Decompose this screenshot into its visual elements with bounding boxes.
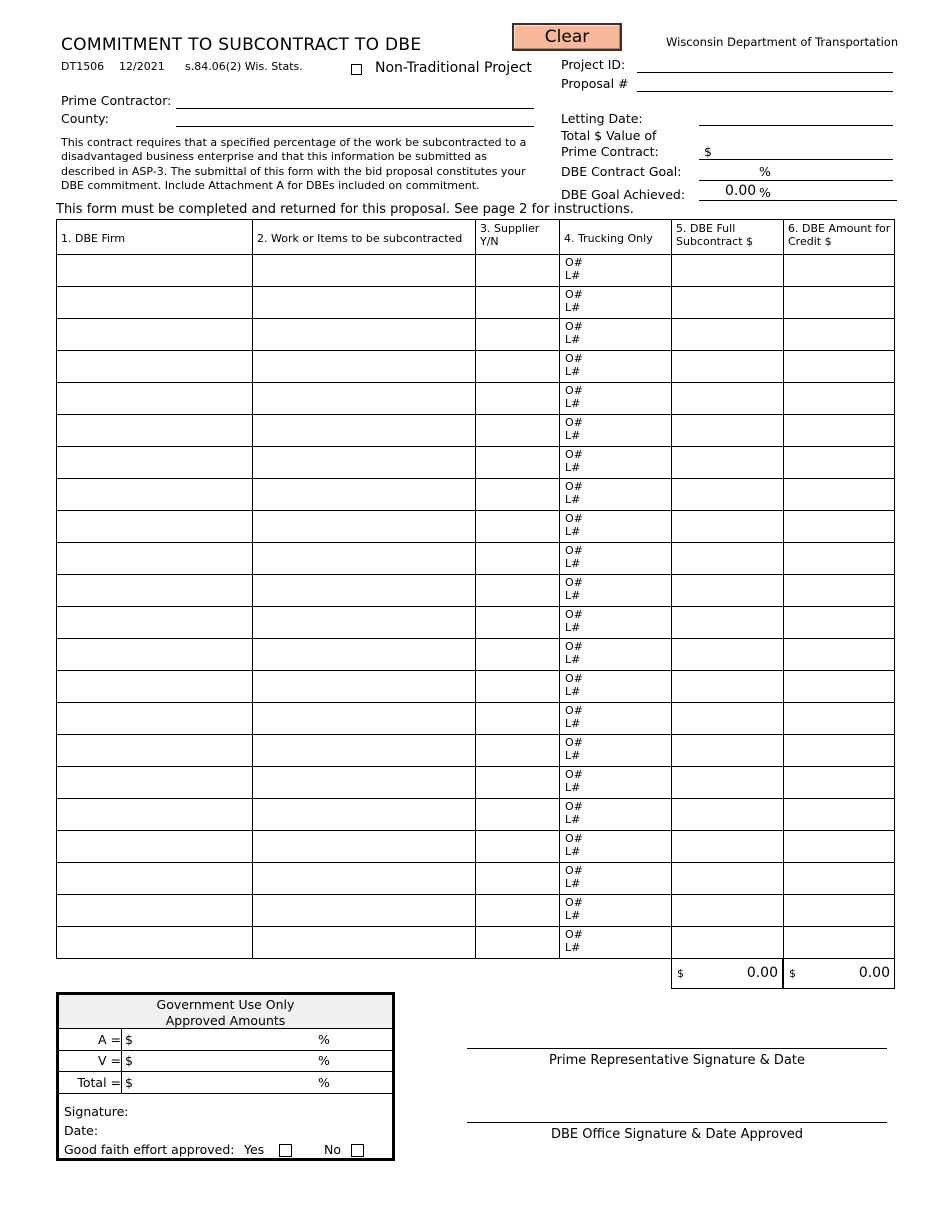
- cell-work-items[interactable]: [253, 671, 476, 703]
- prime-contractor-field[interactable]: [176, 108, 534, 109]
- total-value-currency: $: [704, 144, 712, 159]
- table-row: [57, 351, 895, 383]
- cell-supplier[interactable]: [476, 319, 560, 351]
- approved-amounts-title: Approved Amounts: [165, 1013, 286, 1028]
- table-row: [57, 639, 895, 671]
- cell-supplier[interactable]: [476, 767, 560, 799]
- cell-supplier[interactable]: [476, 447, 560, 479]
- county-field[interactable]: [176, 126, 534, 127]
- trucking-leased-label: L#: [565, 589, 581, 602]
- non-traditional-label: Non-Traditional Project: [375, 60, 532, 76]
- cell-supplier[interactable]: [476, 799, 560, 831]
- cell-dbe-firm[interactable]: [57, 767, 253, 799]
- table-row: [57, 543, 895, 575]
- trucking-owned-label: O#: [565, 768, 583, 781]
- gov-row-unit: %: [318, 1032, 330, 1047]
- trucking-leased-label: L#: [565, 493, 581, 506]
- proposal-label: Proposal #: [561, 76, 629, 91]
- gov-row-label: A =: [98, 1032, 121, 1047]
- cell-full-subcontract[interactable]: [672, 767, 784, 799]
- good-faith-no-label: No: [324, 1142, 341, 1157]
- cell-work-items[interactable]: [253, 447, 476, 479]
- total-full-subcontract: [671, 958, 783, 989]
- cell-trucking[interactable]: [560, 767, 672, 799]
- form-date: 12/2021: [119, 60, 165, 73]
- trucking-leased-label: L#: [565, 717, 581, 730]
- total-value-field[interactable]: [699, 159, 893, 160]
- cell-full-subcontract[interactable]: [672, 383, 784, 415]
- good-faith-yes-checkbox[interactable]: [279, 1144, 292, 1157]
- trucking-owned-label: O#: [565, 672, 583, 685]
- cell-amount-credit[interactable]: [784, 255, 895, 287]
- cell-dbe-firm[interactable]: [57, 287, 253, 319]
- cell-trucking[interactable]: [560, 895, 672, 927]
- cell-full-subcontract[interactable]: [672, 863, 784, 895]
- cell-amount-credit[interactable]: [784, 319, 895, 351]
- header-trucking: 4. Trucking Only: [560, 220, 672, 255]
- trucking-leased-label: L#: [565, 461, 581, 474]
- cell-supplier[interactable]: [476, 415, 560, 447]
- cell-amount-credit[interactable]: [784, 607, 895, 639]
- cell-dbe-firm[interactable]: [57, 639, 253, 671]
- table-header-row: [57, 220, 895, 255]
- cell-full-subcontract[interactable]: [672, 351, 784, 383]
- trucking-owned-label: O#: [565, 288, 583, 301]
- dbe-commitment-table: [56, 219, 895, 959]
- gov-row-currency: $: [125, 1075, 133, 1090]
- table-row: [57, 831, 895, 863]
- trucking-leased-label: L#: [565, 685, 581, 698]
- cell-full-subcontract[interactable]: [672, 735, 784, 767]
- cell-work-items[interactable]: [253, 415, 476, 447]
- trucking-owned-label: O#: [565, 704, 583, 717]
- proposal-field[interactable]: [637, 91, 893, 92]
- cell-work-items[interactable]: [253, 607, 476, 639]
- dbe-contract-goal-unit: %: [759, 164, 771, 179]
- cell-amount-credit[interactable]: [784, 351, 895, 383]
- form-title: COMMITMENT TO SUBCONTRACT TO DBE: [61, 35, 422, 55]
- cell-trucking[interactable]: [560, 351, 672, 383]
- trucking-owned-label: O#: [565, 864, 583, 877]
- total-amount-credit: [783, 958, 895, 989]
- cell-full-subcontract[interactable]: [672, 255, 784, 287]
- cell-amount-credit[interactable]: [784, 447, 895, 479]
- cell-dbe-firm[interactable]: [57, 863, 253, 895]
- cell-trucking[interactable]: [560, 831, 672, 863]
- cell-full-subcontract[interactable]: [672, 575, 784, 607]
- cell-work-items[interactable]: [253, 383, 476, 415]
- cell-trucking[interactable]: [560, 927, 672, 959]
- trucking-owned-label: O#: [565, 256, 583, 269]
- gov-row-v: [59, 1050, 392, 1072]
- trucking-leased-label: L#: [565, 557, 581, 570]
- gov-signature-label: Signature:: [64, 1104, 129, 1119]
- cell-amount-credit[interactable]: [784, 511, 895, 543]
- cell-amount-credit[interactable]: [784, 575, 895, 607]
- header-full-subcontract: 5. DBE Full Subcontract $: [672, 220, 784, 255]
- cell-supplier[interactable]: [476, 543, 560, 575]
- cell-work-items[interactable]: [253, 735, 476, 767]
- table-body: [57, 255, 895, 959]
- total-value-label-2: Prime Contract:: [561, 144, 659, 159]
- trucking-leased-label: L#: [565, 941, 581, 954]
- project-id-label: Project ID:: [561, 57, 626, 72]
- trucking-owned-label: O#: [565, 928, 583, 941]
- trucking-leased-label: L#: [565, 365, 581, 378]
- trucking-owned-label: O#: [565, 352, 583, 365]
- table-row: [57, 927, 895, 959]
- cell-amount-credit[interactable]: [784, 639, 895, 671]
- cell-amount-credit[interactable]: [784, 799, 895, 831]
- table-row: [57, 799, 895, 831]
- trucking-owned-label: O#: [565, 640, 583, 653]
- cell-dbe-firm[interactable]: [57, 927, 253, 959]
- cell-trucking[interactable]: [560, 543, 672, 575]
- cell-work-items[interactable]: [253, 575, 476, 607]
- table-row: [57, 415, 895, 447]
- cell-amount-credit[interactable]: [784, 287, 895, 319]
- gov-row-a: [59, 1029, 392, 1051]
- trucking-owned-label: O#: [565, 832, 583, 845]
- cell-full-subcontract[interactable]: [672, 703, 784, 735]
- header-supplier: 3. Supplier Y/N: [476, 220, 560, 255]
- trucking-owned-label: O#: [565, 384, 583, 397]
- trucking-leased-label: L#: [565, 781, 581, 794]
- cell-supplier[interactable]: [476, 703, 560, 735]
- cell-dbe-firm[interactable]: [57, 799, 253, 831]
- table-row: [57, 287, 895, 319]
- gov-row-unit: %: [318, 1053, 330, 1068]
- cell-trucking[interactable]: [560, 639, 672, 671]
- table-row: [57, 511, 895, 543]
- cell-dbe-firm[interactable]: [57, 415, 253, 447]
- good-faith-no-checkbox[interactable]: [351, 1144, 364, 1157]
- cell-supplier[interactable]: [476, 735, 560, 767]
- trucking-owned-label: O#: [565, 448, 583, 461]
- cell-amount-credit[interactable]: [784, 767, 895, 799]
- cell-amount-credit[interactable]: [784, 863, 895, 895]
- cell-trucking[interactable]: [560, 575, 672, 607]
- prime-signature-caption: Prime Representative Signature & Date: [549, 1053, 805, 1068]
- instructions-text: This form must be completed and returned for this proposal. See page 2 for instructions.: [56, 202, 634, 217]
- prime-contractor-label: Prime Contractor:: [61, 93, 172, 108]
- table-row: [57, 895, 895, 927]
- trucking-leased-label: L#: [565, 621, 581, 634]
- cell-full-subcontract[interactable]: [672, 639, 784, 671]
- cell-dbe-firm[interactable]: [57, 479, 253, 511]
- table-row: [57, 479, 895, 511]
- trucking-leased-label: L#: [565, 429, 581, 442]
- cell-full-subcontract[interactable]: [672, 607, 784, 639]
- cell-trucking[interactable]: [560, 863, 672, 895]
- cell-work-items[interactable]: [253, 799, 476, 831]
- cell-full-subcontract[interactable]: [672, 511, 784, 543]
- cell-trucking[interactable]: [560, 703, 672, 735]
- gov-row-unit: %: [318, 1075, 330, 1090]
- cell-supplier[interactable]: [476, 639, 560, 671]
- government-use-title: Government Use Only: [156, 997, 295, 1012]
- clear-button[interactable]: Clear: [512, 23, 622, 51]
- trucking-owned-label: O#: [565, 800, 583, 813]
- cell-amount-credit[interactable]: [784, 479, 895, 511]
- cell-work-items[interactable]: [253, 863, 476, 895]
- trucking-owned-label: O#: [565, 416, 583, 429]
- cell-full-subcontract[interactable]: [672, 543, 784, 575]
- header-work-items: 2. Work or Items to be subcontracted: [253, 220, 476, 255]
- cell-supplier[interactable]: [476, 575, 560, 607]
- cell-full-subcontract[interactable]: [672, 479, 784, 511]
- letting-date-field[interactable]: [699, 125, 893, 126]
- trucking-owned-label: O#: [565, 480, 583, 493]
- cell-trucking[interactable]: [560, 415, 672, 447]
- cell-work-items[interactable]: [253, 351, 476, 383]
- gov-row-total: [59, 1072, 392, 1094]
- cell-supplier[interactable]: [476, 287, 560, 319]
- trucking-owned-label: O#: [565, 576, 583, 589]
- cell-full-subcontract[interactable]: [672, 895, 784, 927]
- cell-amount-credit[interactable]: [784, 831, 895, 863]
- trucking-owned-label: O#: [565, 544, 583, 557]
- cell-work-items[interactable]: [253, 319, 476, 351]
- cell-dbe-firm[interactable]: [57, 447, 253, 479]
- cell-amount-credit[interactable]: [784, 671, 895, 703]
- cell-supplier[interactable]: [476, 383, 560, 415]
- cell-trucking[interactable]: [560, 735, 672, 767]
- table-row: [57, 607, 895, 639]
- cell-full-subcontract[interactable]: [672, 319, 784, 351]
- cell-dbe-firm[interactable]: [57, 383, 253, 415]
- cell-trucking[interactable]: [560, 287, 672, 319]
- trucking-leased-label: L#: [565, 877, 581, 890]
- prime-signature-line[interactable]: [467, 1048, 887, 1049]
- cell-supplier[interactable]: [476, 607, 560, 639]
- total-value-label-1: Total $ Value of: [561, 128, 657, 143]
- cell-dbe-firm[interactable]: [57, 607, 253, 639]
- table-row: [57, 767, 895, 799]
- project-id-field[interactable]: [637, 72, 893, 73]
- cell-supplier[interactable]: [476, 831, 560, 863]
- dbe-contract-goal-label: DBE Contract Goal:: [561, 164, 682, 179]
- trucking-owned-label: O#: [565, 512, 583, 525]
- trucking-owned-label: O#: [565, 896, 583, 909]
- cell-dbe-firm[interactable]: [57, 319, 253, 351]
- table-row: [57, 447, 895, 479]
- cell-dbe-firm[interactable]: [57, 831, 253, 863]
- cell-dbe-firm[interactable]: [57, 703, 253, 735]
- trucking-owned-label: O#: [565, 608, 583, 621]
- table-row: [57, 383, 895, 415]
- trucking-owned-label: O#: [565, 320, 583, 333]
- trucking-leased-label: L#: [565, 301, 581, 314]
- dbe-goal-achieved-value: 0.00: [725, 183, 757, 199]
- requirement-paragraph: This contract requires that a specified percentage of the work be subcontracted to a disadvantaged business enterprise and that this information be submitted as described in ASP-3. The submittal of this form with the bid proposal constitutes your DBE commitment. Include Attachment A for DBEs included on commitment.: [61, 136, 527, 192]
- gov-row-label: Total =: [77, 1075, 121, 1090]
- cell-work-items[interactable]: [253, 703, 476, 735]
- trucking-owned-label: O#: [565, 736, 583, 749]
- cell-work-items[interactable]: [253, 895, 476, 927]
- cell-full-subcontract[interactable]: [672, 799, 784, 831]
- cell-work-items[interactable]: [253, 767, 476, 799]
- cell-supplier[interactable]: [476, 511, 560, 543]
- table-row: [57, 255, 895, 287]
- letting-date-label: Letting Date:: [561, 111, 643, 126]
- trucking-leased-label: L#: [565, 333, 581, 346]
- cell-work-items[interactable]: [253, 927, 476, 959]
- non-traditional-checkbox[interactable]: [351, 64, 362, 75]
- dbe-office-signature-caption: DBE Office Signature & Date Approved: [550, 1127, 804, 1142]
- cell-supplier[interactable]: [476, 255, 560, 287]
- cell-work-items[interactable]: [253, 479, 476, 511]
- cell-trucking[interactable]: [560, 799, 672, 831]
- trucking-leased-label: L#: [565, 653, 581, 666]
- cell-full-subcontract[interactable]: [672, 447, 784, 479]
- total-credit-currency: $: [789, 967, 796, 980]
- cell-full-subcontract[interactable]: [672, 671, 784, 703]
- cell-dbe-firm[interactable]: [57, 543, 253, 575]
- cell-supplier[interactable]: [476, 479, 560, 511]
- cell-dbe-firm[interactable]: [57, 351, 253, 383]
- cell-supplier[interactable]: [476, 351, 560, 383]
- table-row: [57, 863, 895, 895]
- trucking-leased-label: L#: [565, 397, 581, 410]
- total-full-currency: $: [677, 967, 684, 980]
- total-full-value: 0.00: [746, 965, 778, 981]
- table-row: [57, 703, 895, 735]
- table-row: [57, 671, 895, 703]
- dbe-contract-goal-field[interactable]: [699, 180, 893, 181]
- good-faith-yes-label: Yes: [244, 1142, 265, 1157]
- cell-trucking[interactable]: [560, 447, 672, 479]
- cell-full-subcontract[interactable]: [672, 415, 784, 447]
- government-use-header: [59, 995, 392, 1029]
- cell-full-subcontract[interactable]: [672, 287, 784, 319]
- cell-trucking[interactable]: [560, 319, 672, 351]
- cell-amount-credit[interactable]: [784, 415, 895, 447]
- cell-amount-credit[interactable]: [784, 927, 895, 959]
- cell-dbe-firm[interactable]: [57, 255, 253, 287]
- agency-name: Wisconsin Department of Transportation: [666, 35, 899, 49]
- cell-trucking[interactable]: [560, 671, 672, 703]
- good-faith-label: Good faith effort approved:: [64, 1142, 235, 1157]
- cell-trucking[interactable]: [560, 255, 672, 287]
- cell-work-items[interactable]: [253, 543, 476, 575]
- dbe-goal-achieved-underline: [699, 200, 897, 201]
- cell-trucking[interactable]: [560, 479, 672, 511]
- cell-trucking[interactable]: [560, 383, 672, 415]
- cell-amount-credit[interactable]: [784, 735, 895, 767]
- cell-supplier[interactable]: [476, 863, 560, 895]
- cell-work-items[interactable]: [253, 255, 476, 287]
- cell-amount-credit[interactable]: [784, 703, 895, 735]
- table-row: [57, 319, 895, 351]
- cell-supplier[interactable]: [476, 927, 560, 959]
- cell-amount-credit[interactable]: [784, 383, 895, 415]
- cell-full-subcontract[interactable]: [672, 831, 784, 863]
- cell-work-items[interactable]: [253, 287, 476, 319]
- table-row: [57, 575, 895, 607]
- cell-supplier[interactable]: [476, 671, 560, 703]
- cell-dbe-firm[interactable]: [57, 511, 253, 543]
- cell-work-items[interactable]: [253, 831, 476, 863]
- trucking-leased-label: L#: [565, 813, 581, 826]
- cell-trucking[interactable]: [560, 511, 672, 543]
- gov-row-currency: $: [125, 1053, 133, 1068]
- trucking-leased-label: L#: [565, 845, 581, 858]
- header-dbe-firm: 1. DBE Firm: [57, 220, 253, 255]
- cell-work-items[interactable]: [253, 511, 476, 543]
- header-amount-credit: 6. DBE Amount for Credit $: [784, 220, 895, 255]
- dbe-goal-achieved-label: DBE Goal Achieved:: [561, 187, 686, 202]
- cell-dbe-firm[interactable]: [57, 575, 253, 607]
- cell-work-items[interactable]: [253, 639, 476, 671]
- county-label: County:: [61, 111, 109, 126]
- cell-dbe-firm[interactable]: [57, 671, 253, 703]
- gov-row-currency: $: [125, 1032, 133, 1047]
- gov-date-label: Date:: [64, 1123, 99, 1138]
- cell-dbe-firm[interactable]: [57, 735, 253, 767]
- cell-amount-credit[interactable]: [784, 543, 895, 575]
- trucking-leased-label: L#: [565, 269, 581, 282]
- dbe-office-signature-line[interactable]: [467, 1122, 887, 1123]
- table-row: [57, 735, 895, 767]
- government-use-box: [56, 992, 395, 1161]
- dbe-goal-achieved-unit: %: [759, 185, 771, 200]
- cell-dbe-firm[interactable]: [57, 895, 253, 927]
- trucking-leased-label: L#: [565, 749, 581, 762]
- total-credit-value: 0.00: [858, 965, 890, 981]
- cell-amount-credit[interactable]: [784, 895, 895, 927]
- trucking-leased-label: L#: [565, 525, 581, 538]
- gov-row-label: V =: [98, 1053, 121, 1068]
- form-number: DT1506: [61, 60, 105, 73]
- cell-trucking[interactable]: [560, 607, 672, 639]
- statute-reference: s.84.06(2) Wis. Stats.: [185, 60, 303, 73]
- cell-full-subcontract[interactable]: [672, 927, 784, 959]
- trucking-leased-label: L#: [565, 909, 581, 922]
- cell-supplier[interactable]: [476, 895, 560, 927]
